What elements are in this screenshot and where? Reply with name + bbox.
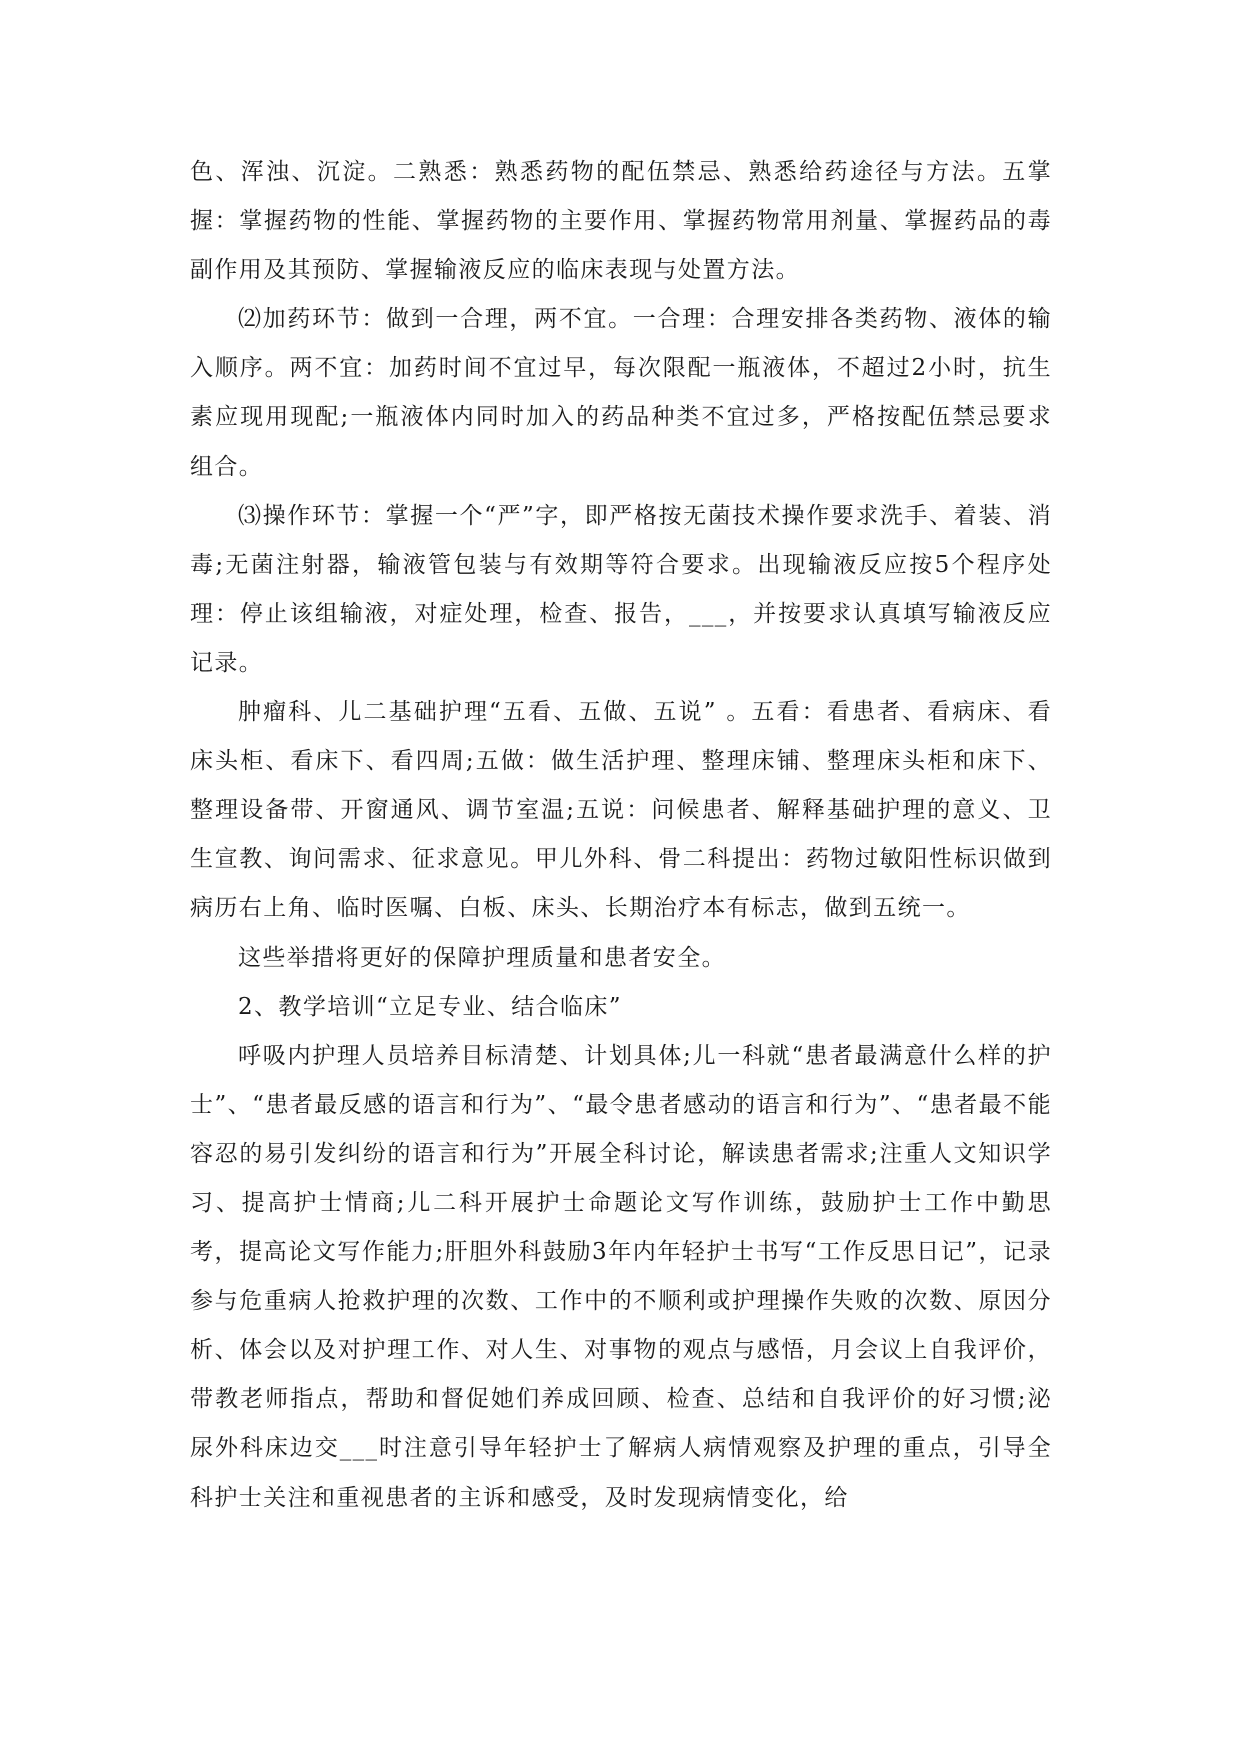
paragraph-basic-care: 肿瘤科、儿二基础护理“五看、五做、五说” 。五看：看患者、看病床、看床头柜、看床下、看四周;五做：做生活护理、整理床铺、整理床头柜和床下、整理设备带、开窗通风、调节室温;五说：问候患者、解释基础护理的意义、卫生宣教、询问需求、征求意见。甲儿外科、骨二科提出：药物过敏阳性标识做到病历右上角、临时医嘱、白板、床头、长期治疗本有标志，做到五统一。 xyxy=(190,699,1052,922)
paragraph-medication-knowledge: 色、浑浊、沉淀。二熟悉：熟悉药物的配伍禁忌、熟悉给药途径与方法。五掌握：掌握药物的性能、掌握药物的主要作用、掌握药物常用剂量、掌握药品的毒副作用及其预防、掌握输液反应的临床表现与处置方法。 xyxy=(190,159,1052,284)
section-heading-teaching-training: 2、教学培训“立足专业、结合临床” xyxy=(238,993,622,1020)
document-page xyxy=(190,148,1052,1523)
paragraph-teaching-training: 呼吸内护理人员培养目标清楚、计划具体;儿一科就“患者最满意什么样的护士”、“患者最反感的语言和行为”、“最令患者感动的语言和行为”、“患者最不能容忍的易引发纠纷的语言和行为”开展全科讨论，解读患者需求;注重人文知识学习、提高护士情商;儿二科开展护士命题论文写作训练，鼓励护士工作中勤思考，提高论文写作能力;肝胆外科鼓励3年内年轻护士书写“工作反思日记”，记录参与危重病人抢救护理的次数、工作中的不顺利或护理操作失败的次数、原因分析、体会以及对护理工作、对人生、对事物的观点与感悟，月会议上自我评价，带教老师指点，帮助和督促她们养成回顾、检查、总结和自我评价的好习惯;泌尿外科床边交___时注意引导年轻护士了解病人病情观察及护理的重点，引导全科护士关注和重视患者的主诉和感受，及时发现病情变化，给 xyxy=(190,1042,1052,1511)
paragraph-operation-step: ⑶操作环节：掌握一个“严”字，即严格按无菌技术操作要求洗手、着装、消毒;无菌注射器，输液管包装与有效期等符合要求。出现输液反应按5个程序处理：停止该组输液，对症处理，检查、报告，___，并按要求认真填写输液反应记录。 xyxy=(190,502,1052,676)
paragraph-dosing-step: ⑵加药环节：做到一合理，两不宜。一合理：合理安排各类药物、液体的输入顺序。两不宜：加药时间不宜过早，每次限配一瓶液体，不超过2小时，抗生素应现用现配;一瓶液体内同时加入的药品种类不宜过多，严格按配伍禁忌要求组合。 xyxy=(190,306,1052,480)
paragraph-safety-summary: 这些举措将更好的保障护理质量和患者安全。 xyxy=(238,944,726,971)
